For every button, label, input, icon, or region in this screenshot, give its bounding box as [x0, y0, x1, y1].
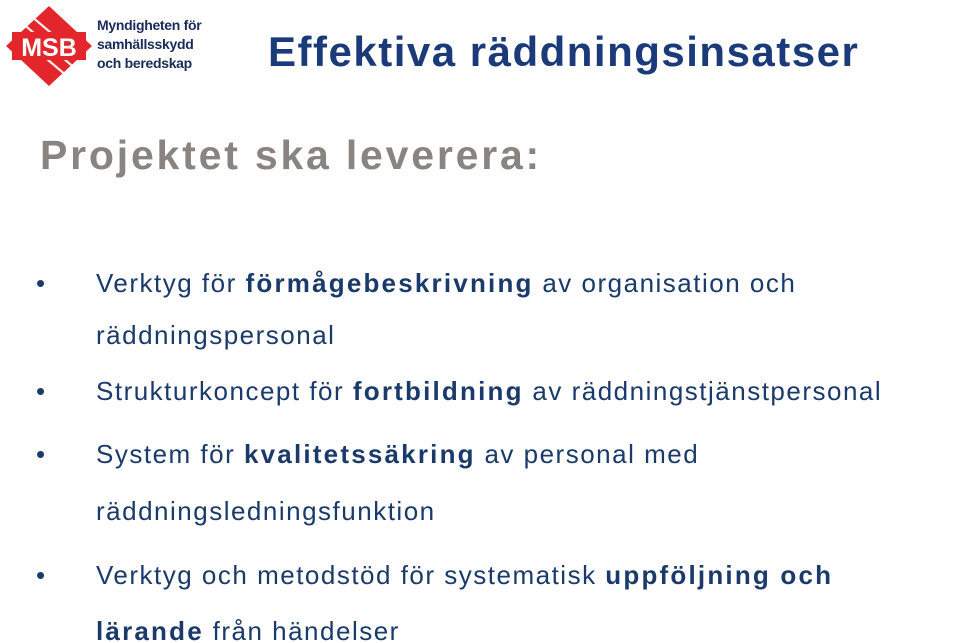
bullet-icon: •	[36, 268, 46, 298]
slide-title: Effektiva räddningsinsatser	[268, 28, 860, 75]
bullet-line: räddningspersonal	[96, 320, 336, 350]
bullet-line: lärande från händelser	[96, 616, 400, 643]
logo-line: Myndigheten för	[97, 17, 202, 33]
logo-abbr: MSB	[21, 34, 77, 62]
bullet-line: System för kvalitetssäkring av personal med	[96, 439, 700, 469]
bullet-line: Strukturkoncept för fortbildning av räddningstjänstpersonal	[96, 376, 883, 406]
bullet-line: Verktyg för förmågebeskrivning av organisation och	[96, 268, 797, 298]
bullet-icon: •	[36, 439, 46, 469]
bullet-line: Verktyg och metodstöd för systematisk uppföljning och	[96, 560, 834, 590]
bullet-icon: •	[36, 376, 46, 406]
bullet-line: räddningsledningsfunktion	[96, 496, 436, 526]
logo-line: samhällsskydd	[97, 36, 194, 52]
bullet-icon: •	[36, 560, 46, 590]
logo-line: och beredskap	[97, 55, 192, 71]
slide-subtitle: Projektet ska leverera:	[40, 132, 543, 178]
